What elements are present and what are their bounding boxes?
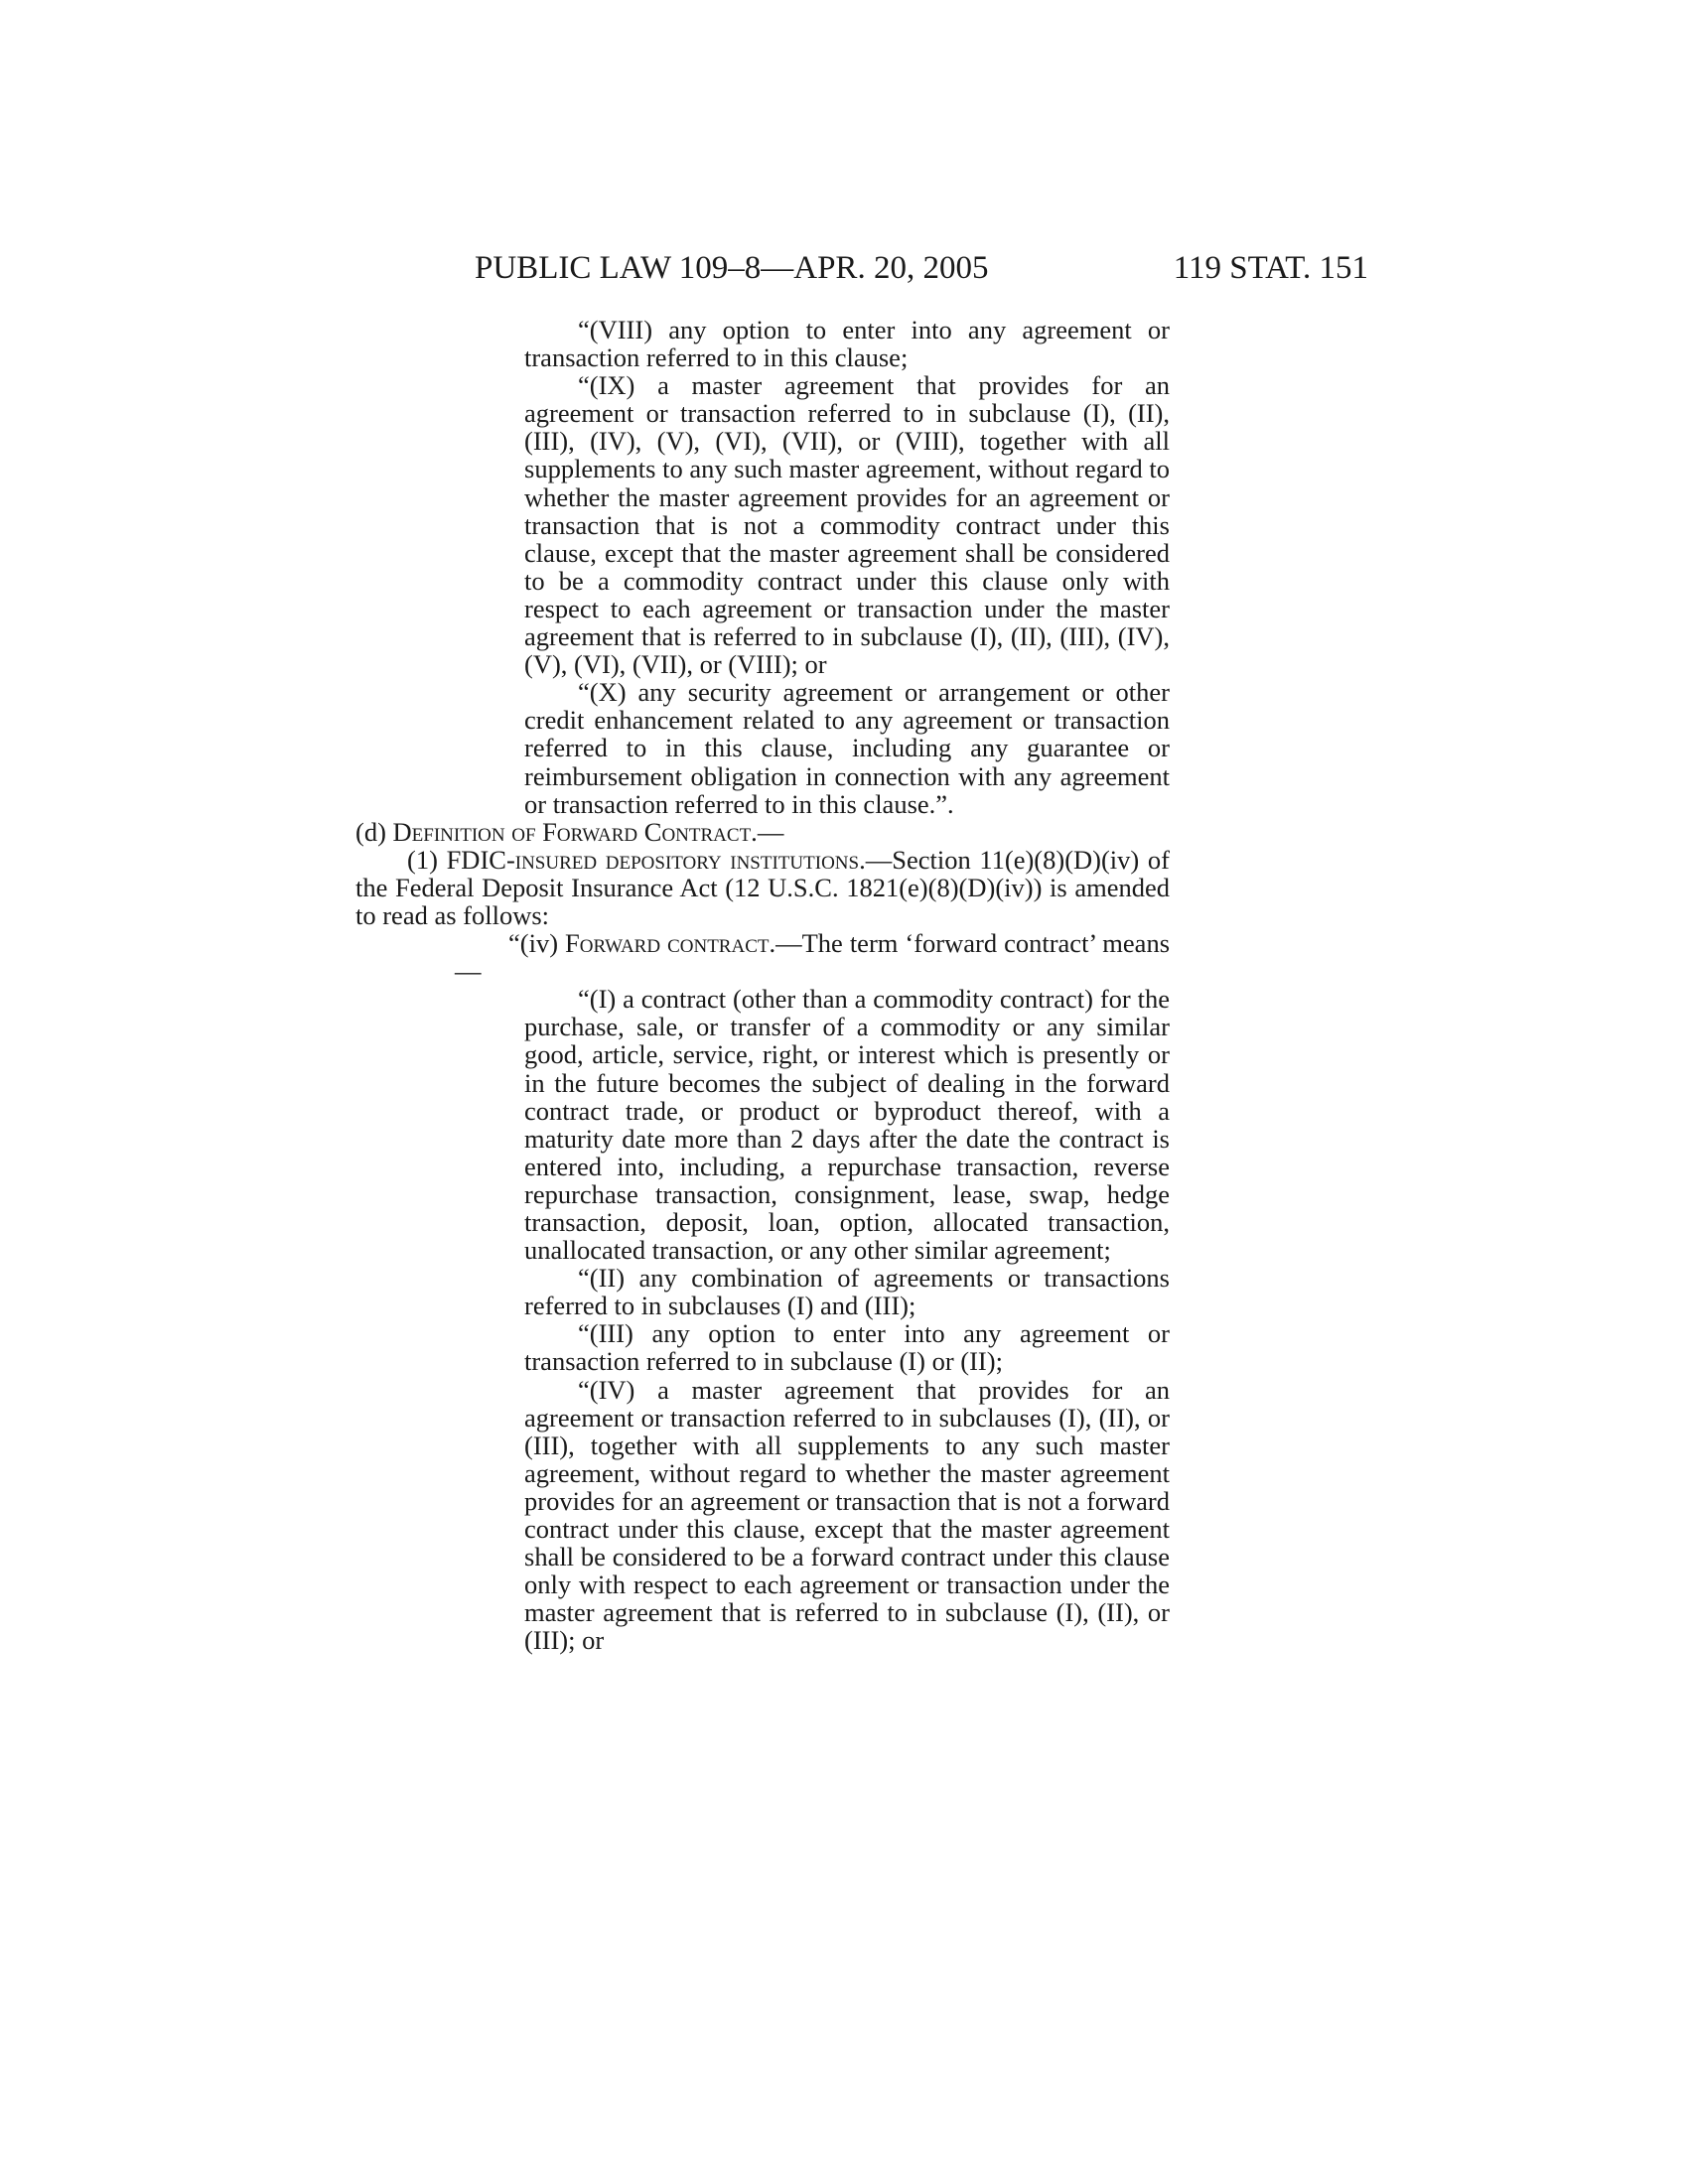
clause-iv-label: “(iv) — [508, 928, 566, 959]
clause-iv-body: —The term ‘forward contract’ means— — [455, 928, 1171, 987]
subclause-ix: “(IX) a master agreement that provides for an agreement or transaction referred to in subclause (I), (II), (III), (IV), (V), (VI), (VII), or (VIII), together with all supplements to any such master agreement, without regard to whether the master agreement provides for an agreement or transaction that is not a commodity contract under this clause, except that the master agreement shall be considered to be a commodity contract under this clause only with respect to each agreement or transaction under the master agreement that is referred to in subclause (I), (II), (III), (IV), (V), (VI), (VII), or (VIII); or — [524, 370, 1170, 680]
running-header — [475, 248, 1368, 288]
subsection-d-heading: Definition of Forward Contract. — [392, 816, 758, 847]
paragraph-1 — [355, 846, 1170, 929]
subclause-viii: “(VIII) any option to enter into any agreement or transaction referred to in this clause; — [524, 315, 1170, 373]
fc-subclause-iii: “(III) any option to enter into any agreement or transaction referred to in subclause (I) or (II); — [524, 1318, 1170, 1377]
page-number: 119 STAT. 151 — [1173, 250, 1368, 286]
subsection-d-dash: — — [757, 816, 784, 847]
paragraph-1-heading: FDIC-insured depository institutions. — [446, 844, 866, 875]
header-title: PUBLIC LAW 109–8—APR. 20, 2005 — [475, 250, 989, 286]
subclause-x: “(X) any security agreement or arrangement or other credit enhancement related to any agreement or transaction referred to in this clause, including any guarantee or reimbursement obligation in connection with any agreement or transaction referred to in this clause.”. — [524, 677, 1170, 819]
fc-subclause-i: “(I) a contract (other than a commodity contract) for the purchase, sale, or transfer of a commodity or any similar good, article, service, right, or interest which is presently or in the future becomes the subject of dealing in the forward contract trade, or product or byproduct thereof, with a maturity date more than 2 days after the date the contract is entered into, including, a repurchase transaction, reverse repurchase transaction, consignment, lease, swap, hedge transaction, deposit, loan, option, allocated transaction, unallocated transaction, or any other similar agreement; — [524, 984, 1170, 1266]
fc-subclause-ii: “(II) any combination of agreements or transactions referred to in subclauses (I) and (III); — [524, 1263, 1170, 1321]
subsection-d-label: (d) — [355, 816, 393, 847]
subsection-d — [355, 818, 1170, 846]
fc-subclause-iv: “(IV) a master agreement that provides for an agreement or transaction referred to in subclauses (I), (II), or (III), together with all supplements to any such master agreement, without regard to whether the master agreement provides for an agreement or transaction that is not a forward contract under this clause, except that the master agreement shall be considered to be a forward contract under this clause only with respect to each agreement or transaction under the master agreement that is referred to in subclause (I), (II), or (III); or — [524, 1374, 1170, 1656]
clause-iv-heading: Forward contract. — [565, 928, 776, 959]
clause-iv — [455, 929, 1170, 985]
paragraph-1-label: (1) — [407, 844, 447, 875]
paragraph-1-body: —Section 11(e)(8)(D)(iv) of the Federal Deposit Insurance Act (12 U.S.C. 1821(e)(8)(D)(iv)) is amended to read as follows: — [355, 844, 1170, 930]
statute-text — [355, 316, 1170, 1655]
